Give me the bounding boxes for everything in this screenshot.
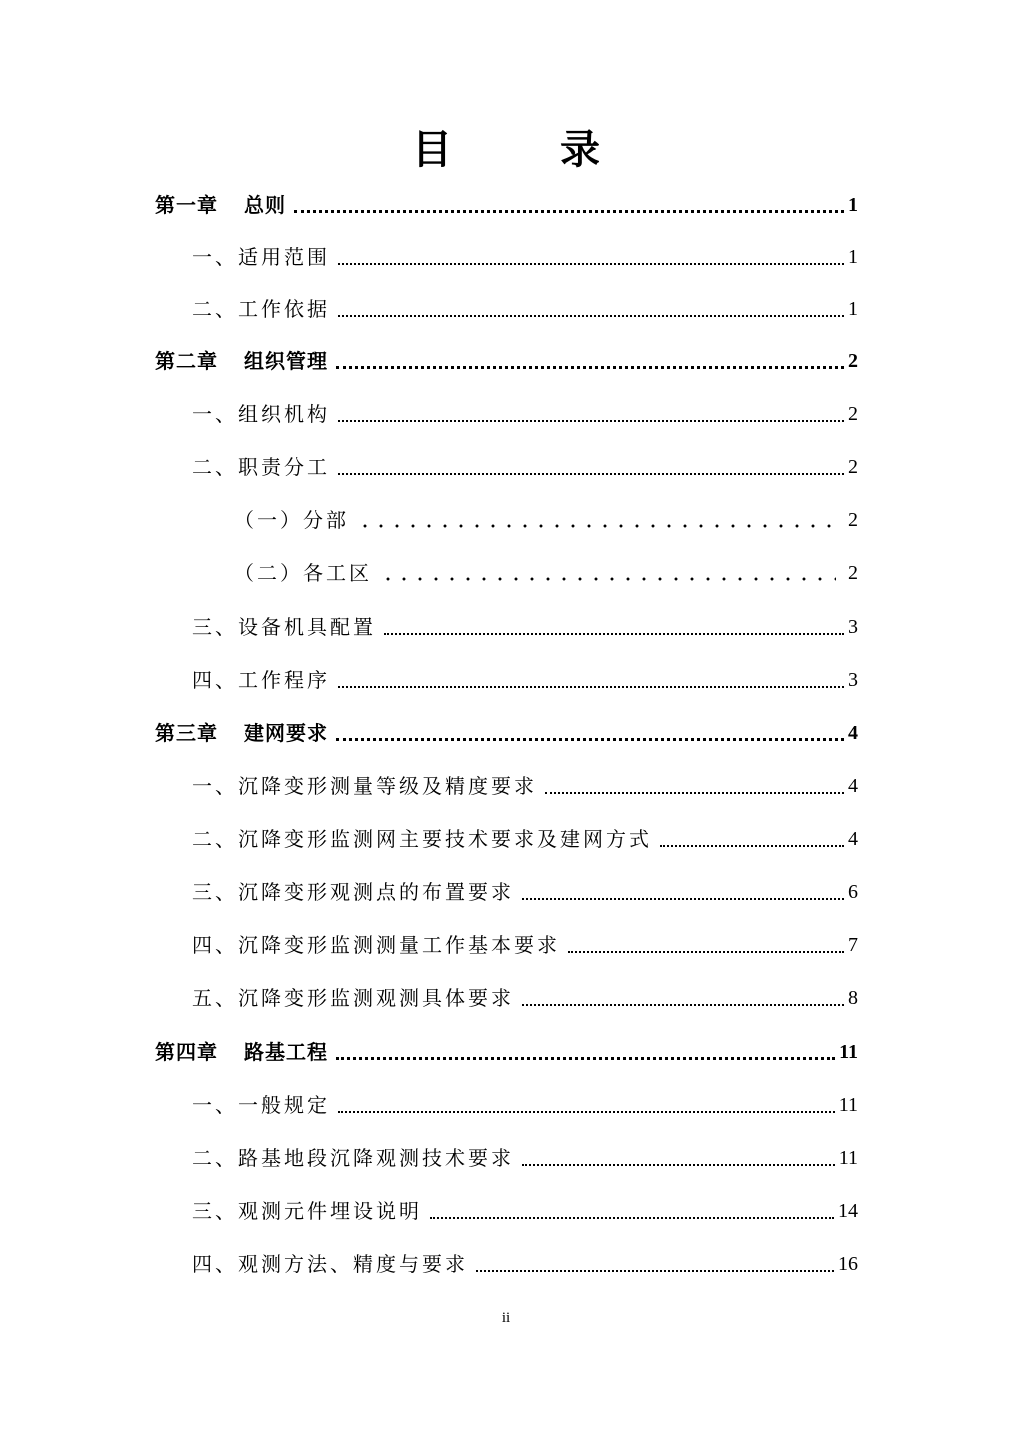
dot-leader [336, 364, 844, 369]
toc-entry-page: 11 [838, 1147, 858, 1169]
toc-entry-label: （一）分部 [234, 508, 349, 532]
toc-entry-page: 16 [838, 1253, 858, 1275]
toc-entry-label: 一、适用范围 [192, 245, 330, 269]
dot-leader [522, 1002, 844, 1006]
dot-leader [476, 1268, 834, 1272]
toc-entry-page: 6 [848, 881, 858, 903]
dot-leader [522, 896, 844, 900]
toc-entry-section[interactable] [192, 665, 858, 695]
toc-entry-page: 2 [848, 562, 858, 584]
dot-leader [545, 790, 844, 794]
toc-entry-chapter[interactable] [155, 346, 858, 376]
toc-entry-section[interactable] [192, 1249, 858, 1279]
dot-leader [338, 418, 844, 422]
toc-entry-label: 一、组织机构 [192, 402, 330, 426]
toc-entry-section[interactable] [192, 399, 858, 429]
toc-entry-label: 四、沉降变形监测测量工作基本要求 [192, 933, 560, 957]
dot-leader [384, 631, 844, 635]
toc-entry-section[interactable] [192, 930, 858, 960]
toc-entry-label: 第四章 路基工程 [155, 1040, 328, 1064]
dot-leader [430, 1215, 834, 1219]
toc-entry-page: 11 [838, 1094, 858, 1116]
dot-leader [338, 261, 844, 265]
toc-entry-chapter[interactable] [155, 1037, 858, 1067]
toc-entry-label: 四、观测方法、精度与要求 [192, 1252, 468, 1276]
toc-entry-label: 三、设备机具配置 [192, 615, 376, 639]
toc-entry-page: 2 [848, 456, 858, 478]
page-number: ii [501, 1310, 511, 1326]
toc-entry-page: 11 [839, 1041, 858, 1063]
dot-leader [522, 1162, 835, 1166]
dot-leader [380, 577, 836, 581]
toc-entry-section[interactable] [192, 1196, 858, 1226]
toc-entry-section[interactable] [192, 294, 858, 324]
dot-leader [338, 1109, 835, 1113]
toc-entry-chapter[interactable] [155, 190, 858, 220]
toc-title: 目 录 [412, 127, 634, 173]
dot-leader [568, 949, 844, 953]
toc-entry-label: 四、工作程序 [192, 668, 330, 692]
toc-entry-label: 第二章 组织管理 [155, 349, 328, 373]
toc-entry-page: 2 [848, 403, 858, 425]
toc-entry-label: 二、工作依据 [192, 297, 330, 321]
toc-entry-label: 五、沉降变形监测观测具体要求 [192, 986, 514, 1010]
toc-entry-page: 1 [848, 298, 858, 320]
toc-entry-section[interactable] [192, 612, 858, 642]
toc-entry-label: 三、沉降变形观测点的布置要求 [192, 880, 514, 904]
toc-entry-section[interactable] [192, 877, 858, 907]
toc-entry-label: 一、一般规定 [192, 1093, 330, 1117]
dot-leader [336, 1055, 835, 1060]
toc-entry-page: 4 [848, 722, 858, 744]
toc-entry-section[interactable] [192, 983, 858, 1013]
toc-entry-page: 7 [848, 934, 858, 956]
dot-leader [357, 524, 836, 528]
toc-entry-subsection[interactable] [234, 505, 858, 535]
dot-leader [294, 208, 844, 213]
toc-entry-page: 8 [848, 987, 858, 1009]
toc-entry-label: 一、沉降变形测量等级及精度要求 [192, 774, 537, 798]
toc-entry-label: 第三章 建网要求 [155, 721, 328, 745]
toc-entry-page: 3 [848, 616, 858, 638]
dot-leader [660, 843, 844, 847]
dot-leader [338, 684, 844, 688]
toc-entry-label: 第一章 总则 [155, 193, 286, 217]
toc-entry-label: 三、观测元件埋设说明 [192, 1199, 422, 1223]
toc-entry-page: 1 [848, 194, 858, 216]
toc-entry-page: 2 [848, 350, 858, 372]
toc-entry-label: 二、职责分工 [192, 455, 330, 479]
toc-entry-label: 二、沉降变形监测网主要技术要求及建网方式 [192, 827, 652, 851]
toc-entry-chapter[interactable] [155, 718, 858, 748]
toc-entry-section[interactable] [192, 1090, 858, 1120]
toc-entry-page: 2 [848, 509, 858, 531]
toc-entry-page: 3 [848, 669, 858, 691]
dot-leader [336, 736, 844, 741]
toc-entry-section[interactable] [192, 771, 858, 801]
toc-entry-label: 二、路基地段沉降观测技术要求 [192, 1146, 514, 1170]
dot-leader [338, 471, 844, 475]
toc-entry-section[interactable] [192, 824, 858, 854]
toc-entry-page: 1 [848, 246, 858, 268]
toc-entry-label: （二）各工区 [234, 561, 372, 585]
toc-entry-page: 14 [838, 1200, 858, 1222]
toc-entry-section[interactable] [192, 242, 858, 272]
toc-entry-section[interactable] [192, 452, 858, 482]
toc-entry-section[interactable] [192, 1143, 858, 1173]
dot-leader [338, 313, 844, 317]
toc-entry-page: 4 [848, 828, 858, 850]
toc-entry-subsection[interactable] [234, 558, 858, 588]
toc-entry-page: 4 [848, 775, 858, 797]
